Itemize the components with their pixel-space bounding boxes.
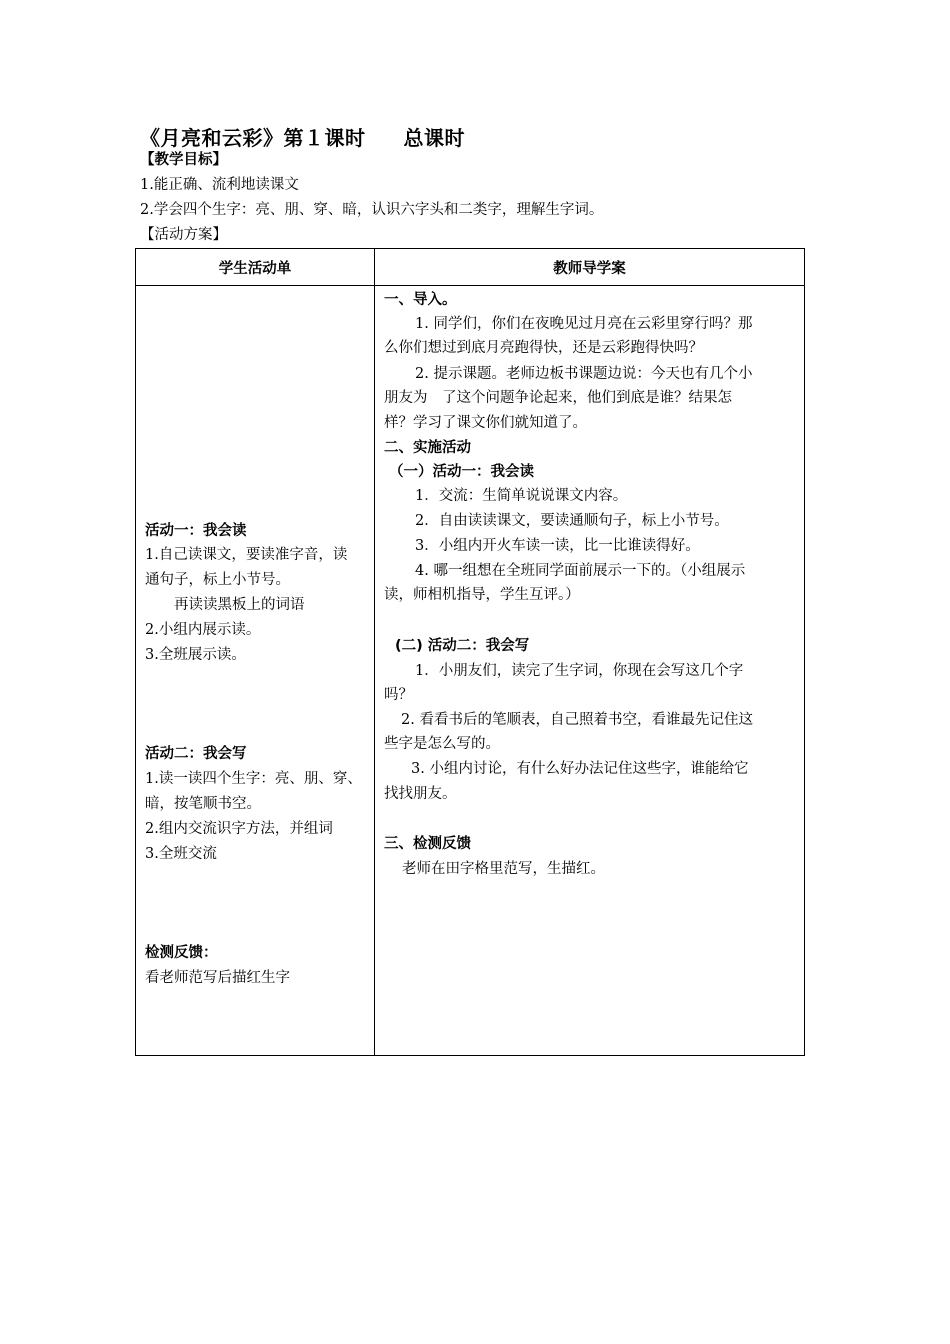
teacher-activity2-line: 2. 看看书后的笔顺表，自己照着书空，看谁最先记住这 bbox=[401, 712, 753, 728]
student-activity1-line: 2.小组内展示读。 bbox=[145, 622, 261, 638]
teacher-section1-line: 朋友为 了这个问题争论起来，他们到底是谁？结果怎 bbox=[384, 390, 732, 406]
table-header-row bbox=[136, 249, 805, 286]
teacher-activity2-line: 找找朋友。 bbox=[384, 786, 457, 802]
student-column-header: 学生活动单 bbox=[136, 249, 375, 286]
teacher-section1-line: 2. 提示课题。老师边板书课题边说：今天也有几个小 bbox=[415, 366, 753, 382]
teacher-activity2-line: 些字是怎么写的。 bbox=[384, 736, 500, 752]
teacher-section1-line: 样？学习了课文你们就知道了。 bbox=[384, 415, 587, 431]
teacher-activity2-line: 吗？ bbox=[384, 687, 413, 703]
student-activity-cell bbox=[136, 286, 375, 1056]
lesson-plan-table bbox=[135, 248, 805, 1056]
teacher-section2-title: 二、实施活动 bbox=[384, 440, 471, 456]
student-feedback-line: 看老师范写后描红生字 bbox=[145, 970, 290, 986]
teacher-section1-title: 一、导入。 bbox=[384, 292, 457, 308]
teacher-activity1-line: 读，师相机指导，学生互评。） bbox=[384, 587, 580, 603]
teacher-activity1-line: 2．自由读读课文，要读通顺句子，标上小节号。 bbox=[415, 513, 729, 529]
total-lessons-label: 总课时 bbox=[403, 126, 465, 150]
goal-item: 1.能正确、流利地读课文 bbox=[140, 177, 299, 193]
lesson-title: 《月亮和云彩》第１课时 bbox=[140, 126, 366, 150]
student-activity1-line: 通句子，标上小节号。 bbox=[145, 572, 290, 588]
teacher-activity1-subtitle: （一）活动一：我会读 bbox=[389, 464, 534, 480]
student-activity1-title: 活动一：我会读 bbox=[145, 523, 247, 539]
student-activity2-line: 2.组内交流识字方法，并组词 bbox=[145, 821, 333, 837]
teacher-activity2-line: 1．小朋友们，读完了生字词，你现在会写这几个字 bbox=[415, 663, 744, 679]
goal-item: 2.学会四个生字：亮、朋、穿、暗，认识六字头和二类字，理解生字词。 bbox=[140, 202, 604, 218]
student-activity2-line: 暗，按笔顺书空。 bbox=[145, 796, 261, 812]
student-activity1-line: 3.全班展示读。 bbox=[145, 647, 246, 663]
teacher-activity2-subtitle: (二) 活动二：我会写 bbox=[395, 638, 530, 654]
student-activity2-line: 1.读一读四个生字：亮、朋、穿、 bbox=[145, 771, 362, 787]
teacher-activity2-line: 3. 小组内讨论，有什么好办法记住这些字，谁能给它 bbox=[411, 761, 749, 777]
teacher-section3-line: 老师在田字格里范写，生描红。 bbox=[402, 861, 605, 877]
teacher-section1-line: 1. 同学们，你们在夜晚见过月亮在云彩里穿行吗？那 bbox=[415, 316, 753, 332]
student-activity1-line: 再读读黑板上的词语 bbox=[174, 597, 305, 613]
page-title bbox=[140, 122, 465, 151]
teacher-section1-line: 么你们想过到底月亮跑得快，还是云彩跑得快吗？ bbox=[384, 340, 703, 356]
plan-heading: 【活动方案】 bbox=[140, 227, 227, 243]
goals-heading: 【教学目标】 bbox=[140, 152, 227, 168]
table-body-row bbox=[136, 286, 805, 1056]
teacher-guide-cell bbox=[375, 286, 805, 1056]
student-activity2-title: 活动二：我会写 bbox=[145, 746, 247, 762]
teacher-column-header: 教师导学案 bbox=[375, 249, 805, 286]
student-activity2-line: 3.全班交流 bbox=[145, 846, 217, 862]
teacher-section3-title: 三、检测反馈 bbox=[384, 836, 471, 852]
student-feedback-title: 检测反馈： bbox=[145, 945, 218, 961]
teacher-activity1-line: 3．小组内开火车读一读，比一比谁读得好。 bbox=[415, 538, 700, 554]
student-activity1-line: 1.自己读课文，要读准字音，读 bbox=[145, 547, 348, 563]
teacher-activity1-line: 1．交流：生简单说说课文内容。 bbox=[415, 488, 628, 504]
teacher-activity1-line: 4. 哪一组想在全班同学面前展示一下的。（小组展示 bbox=[415, 563, 746, 579]
